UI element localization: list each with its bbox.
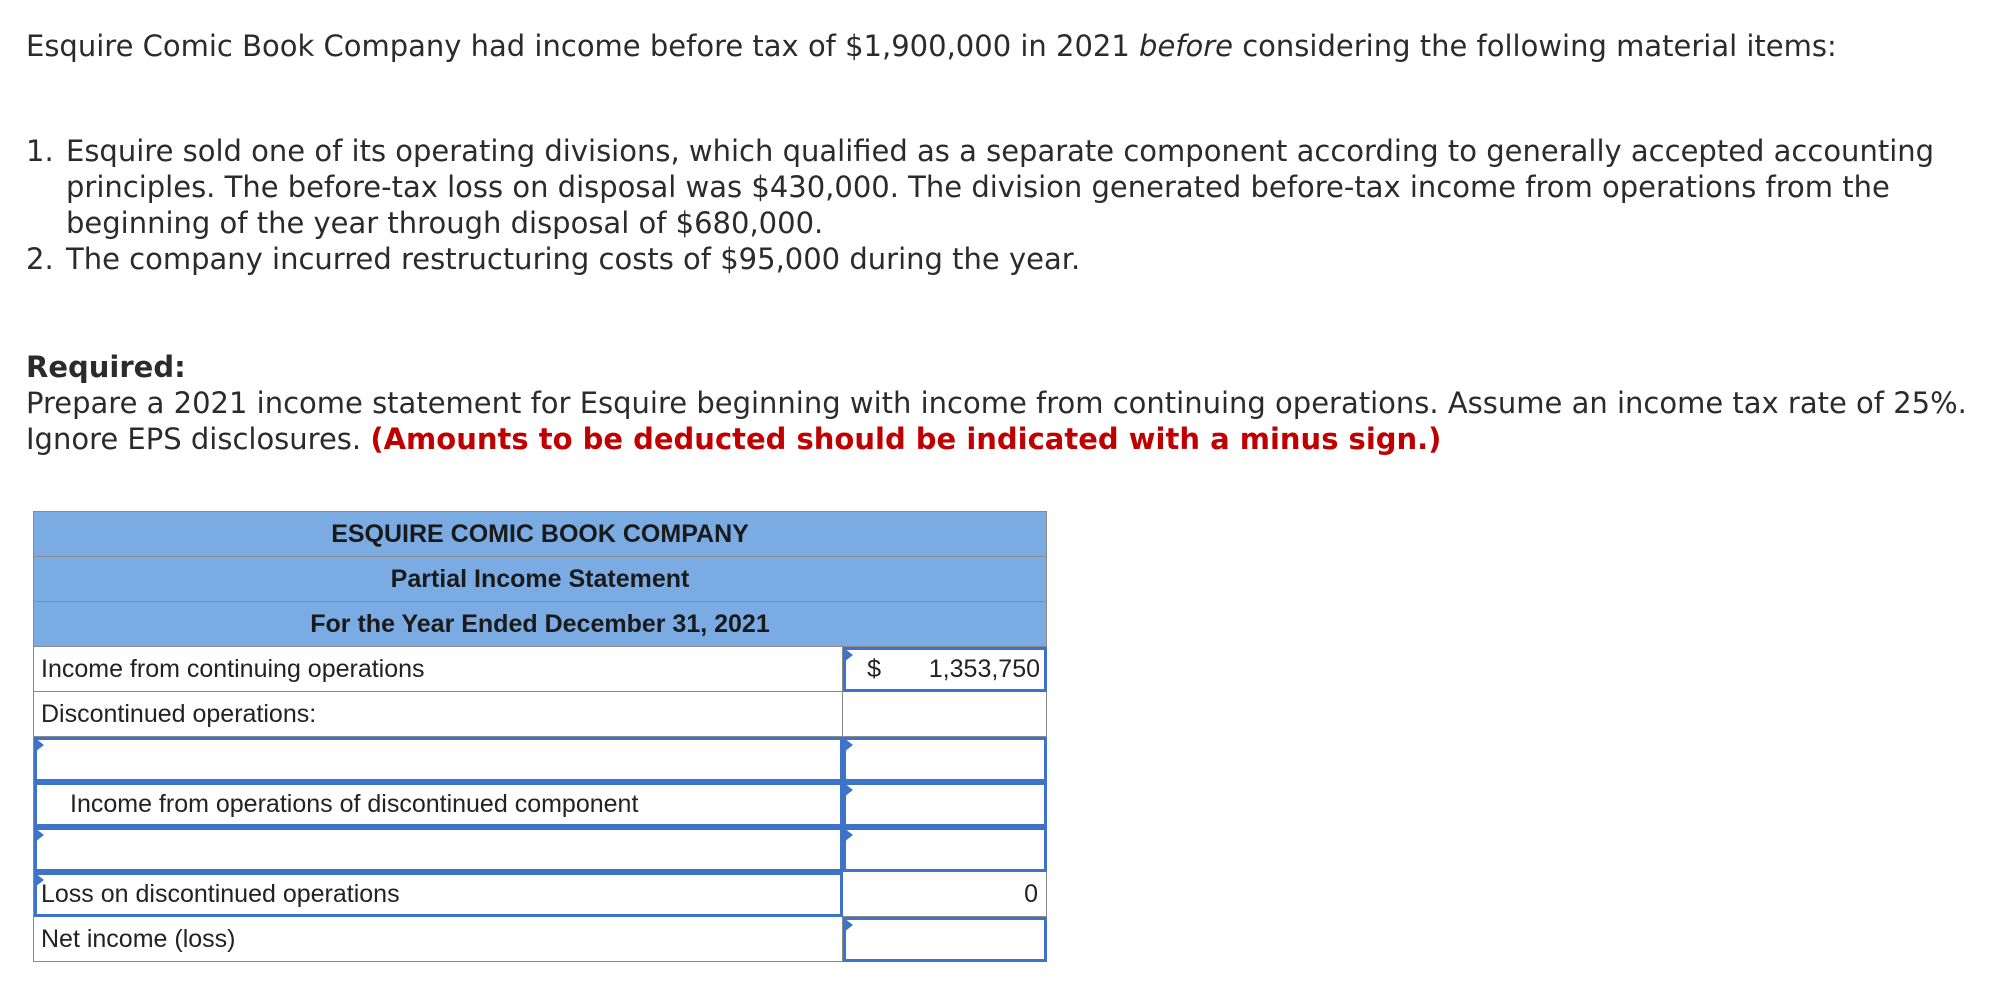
list-item-number: 1.: [26, 134, 54, 168]
statement-header-title-row: [34, 557, 1047, 602]
input-marker-icon: [844, 828, 853, 842]
list-item: [26, 241, 1986, 277]
list-item-number: 2.: [26, 242, 54, 276]
input-marker-icon: [844, 918, 853, 932]
required-instructions: [26, 385, 1996, 457]
statement-title: Partial Income Statement: [34, 557, 1047, 602]
discontinued-label-input-1[interactable]: [34, 737, 843, 782]
loss-discontinued-operations-value: 0: [1024, 879, 1038, 908]
income-discontinued-component-amount[interactable]: [843, 782, 1047, 827]
discontinued-amount-input-1[interactable]: [843, 737, 1047, 782]
table-row: [34, 692, 1047, 737]
intro-italic-word: before: [1139, 29, 1234, 63]
required-heading: Required:: [26, 350, 186, 384]
income-statement-table: [33, 511, 1047, 962]
currency-symbol: $: [867, 654, 881, 683]
required-section: [26, 349, 1996, 457]
loss-discontinued-operations-label-cell[interactable]: [34, 872, 843, 917]
table-row: [34, 917, 1047, 962]
loss-discontinued-operations-amount: [843, 872, 1047, 917]
statement-period: For the Year Ended December 31, 2021: [34, 602, 1047, 647]
problem-intro: [26, 28, 1837, 64]
intro-text-start: Esquire Comic Book Company had income before tax of $1,900,000 in 2021: [26, 29, 1140, 63]
list-item-text: Esquire sold one of its operating divisions, which qualified as a separate component according to generally accepted accounting principles. The before-tax loss on disposal was $430,000. The division generated before-tax income from operations from the beginning of the year through disposal of $680,000.: [66, 134, 1935, 240]
continuing-operations-value[interactable]: 1,353,750: [928, 654, 1040, 683]
table-row: [34, 737, 1047, 782]
input-marker-icon: [35, 828, 44, 842]
input-marker-icon: [35, 873, 44, 887]
intro-text-end: considering the following material items:: [1233, 29, 1837, 63]
continuing-operations-amount-cell[interactable]: [843, 647, 1047, 692]
discontinued-amount-input-2[interactable]: [843, 827, 1047, 872]
input-marker-icon: [844, 738, 853, 752]
table-row: [34, 647, 1047, 692]
discontinued-operations-amount-cell: [843, 692, 1047, 737]
input-marker-icon: [35, 738, 44, 752]
table-row: [34, 872, 1047, 917]
loss-discontinued-operations-label: Loss on discontinued operations: [41, 879, 400, 908]
income-discontinued-component-text: Income from operations of discontinued component: [70, 789, 639, 818]
list-item: [26, 133, 1986, 241]
list-item-text: The company incurred restructuring costs of $95,000 during the year.: [66, 242, 1081, 276]
statement-company-name: ESQUIRE COMIC BOOK COMPANY: [34, 512, 1047, 557]
income-discontinued-component-label[interactable]: [34, 782, 843, 827]
required-body: Prepare a 2021 income statement for Esquire beginning with income from continuing operations. Assume an income tax rate of 25%. Ignore EPS disclosures.: [26, 386, 1967, 456]
table-row: [34, 782, 1047, 827]
continuing-operations-label: Income from continuing operations: [34, 647, 843, 692]
input-marker-icon: [844, 783, 853, 797]
discontinued-operations-label: Discontinued operations:: [34, 692, 843, 737]
net-income-amount-input[interactable]: [843, 917, 1047, 962]
statement-header-period-row: [34, 602, 1047, 647]
minus-sign-note: (Amounts to be deducted should be indicated with a minus sign.): [370, 422, 1442, 456]
discontinued-label-input-2[interactable]: [34, 827, 843, 872]
net-income-label: Net income (loss): [34, 917, 843, 962]
statement-header-company-row: [34, 512, 1047, 557]
input-marker-icon: [844, 648, 853, 662]
table-row: [34, 827, 1047, 872]
material-items-list: [26, 133, 1986, 277]
